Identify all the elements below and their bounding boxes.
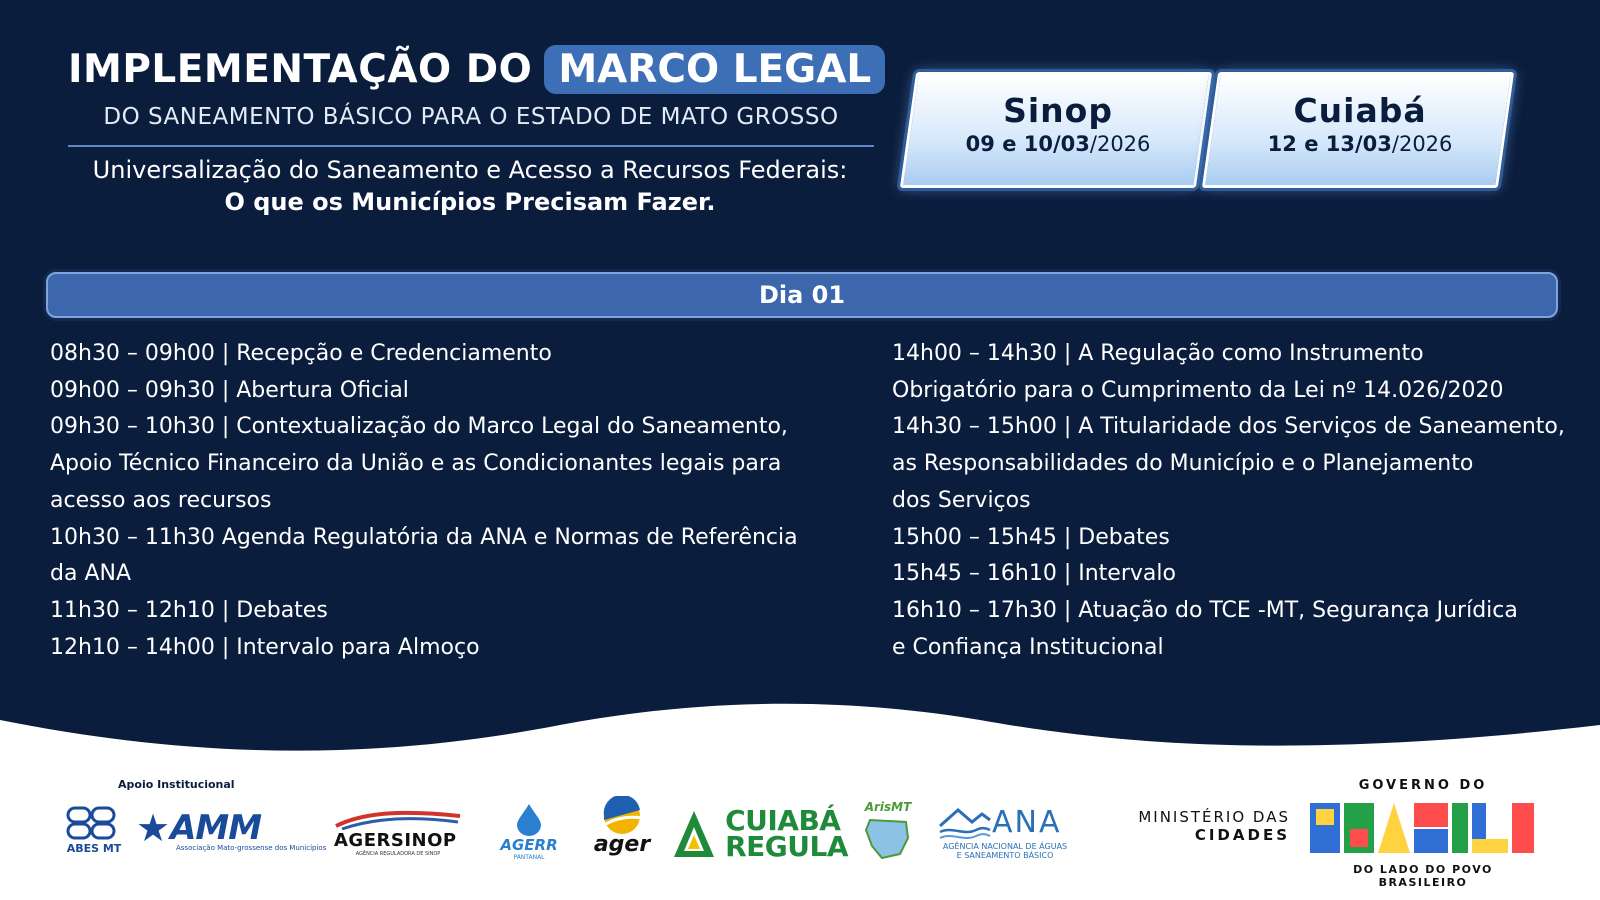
schedule-line: Apoio Técnico Financeiro da União e as Condicionantes legais para (50, 451, 782, 477)
ana-wave-icon (938, 804, 992, 840)
schedule-line: Obrigatório para o Cumprimento da Lei nº 14.026/2020 (892, 377, 1504, 403)
day-header-bar: Dia 01 (46, 272, 1558, 318)
ager-globe-icon (600, 796, 644, 836)
triangle-a-icon (672, 809, 716, 859)
schedule-line: e Confiança Institucional (892, 634, 1164, 660)
star-icon: ★ (136, 806, 171, 850)
schedule-line: dos Serviços (892, 487, 1031, 513)
tagline-line-2: O que os Municípios Precisam Fazer. (224, 188, 716, 216)
cuiaba-regula-logo: CUIABÁ REGULA (672, 808, 848, 860)
event-subtitle: DO SANEAMENTO BÁSICO PARA O ESTADO DE MATO GROSSO (103, 104, 839, 130)
schedule-line: 11h30 – 12h10 | Debates (50, 597, 328, 623)
agersinop-logo: AGERSINOP AGÊNCIA REGULADORA DE SINOP (334, 808, 462, 857)
date-card-cuiaba (1202, 72, 1514, 188)
governo-do-brasil-logo: GOVERNO DO DO LADO DO POVO BRASILEIRO (1308, 778, 1538, 889)
schedule-line: 09h30 – 10h30 | Contextualização do Marco Legal do Saneamento, (50, 414, 788, 440)
event-date: 12 e 13/03/2026 (1267, 132, 1453, 156)
title-highlight: MARCO LEGAL (544, 45, 885, 94)
schedule-line: da ANA (50, 561, 131, 587)
schedule-line: 14h30 – 15h00 | A Titularidade dos Serviços de Saneamento, (892, 414, 1565, 440)
date-card-sinop (900, 72, 1212, 188)
abes-symbol-icon (66, 806, 118, 842)
state-map-icon (864, 816, 912, 860)
schedule-line: as Responsabilidades do Município e o Planejamento (892, 451, 1474, 477)
event-date: 09 e 10/03/2026 (965, 132, 1151, 156)
abes-mt-logo: ABES MT (66, 806, 122, 855)
ager-logo: ager (590, 796, 654, 857)
schedule-line: acesso aos recursos (50, 487, 272, 513)
agerr-pantanal-logo: AGERR PANTANAL (494, 802, 564, 861)
schedule-line: 15h45 – 16h10 | Intervalo (892, 561, 1176, 587)
schedule-line: 14h00 – 14h30 | A Regulação como Instrumento (892, 341, 1424, 366)
ministerio-das-cidades-logo: MINISTÉRIO DAS CIDADES (1138, 808, 1290, 844)
schedule-column-right (892, 336, 1582, 666)
ana-logo: ANA AGÊNCIA NACIONAL DE ÁGUAS E SANEAMENTO BÁSICO (938, 804, 1072, 860)
city-name: Cuiabá (1293, 91, 1427, 130)
schedule-line: 09h00 – 09h30 | Abertura Oficial (50, 377, 409, 403)
agersinop-swoosh-icon (334, 808, 462, 830)
schedule-line: 12h10 – 14h00 | Intervalo para Almoço (50, 634, 480, 660)
brasil-wordmark-icon (1310, 799, 1536, 857)
amm-logo: ★AMM Associação Mato-grossense dos Municípios (136, 806, 327, 852)
title-prefix: IMPLEMENTAÇÃO DO (68, 46, 533, 92)
water-drop-icon (515, 802, 543, 836)
tagline-line-1: Universalização do Saneamento e Acesso a Recursos Federais: (92, 156, 848, 184)
arismt-logo: ArisMT (858, 800, 918, 860)
schedule-line: 08h30 – 09h00 | Recepção e Credenciamento (50, 341, 552, 366)
apoio-institucional-label: Apoio Institucional (118, 778, 235, 791)
event-title (68, 42, 885, 96)
city-name: Sinop (1003, 91, 1113, 130)
subtitle-divider (68, 145, 874, 147)
schedule-column-left (50, 336, 860, 666)
schedule-line: 10h30 – 11h30 Agenda Regulatória da ANA e Normas de Referência (50, 524, 798, 550)
schedule-line: 16h10 – 17h30 | Atuação do TCE -MT, Segurança Jurídica (892, 597, 1518, 623)
schedule-line: 15h00 – 15h45 | Debates (892, 524, 1170, 550)
